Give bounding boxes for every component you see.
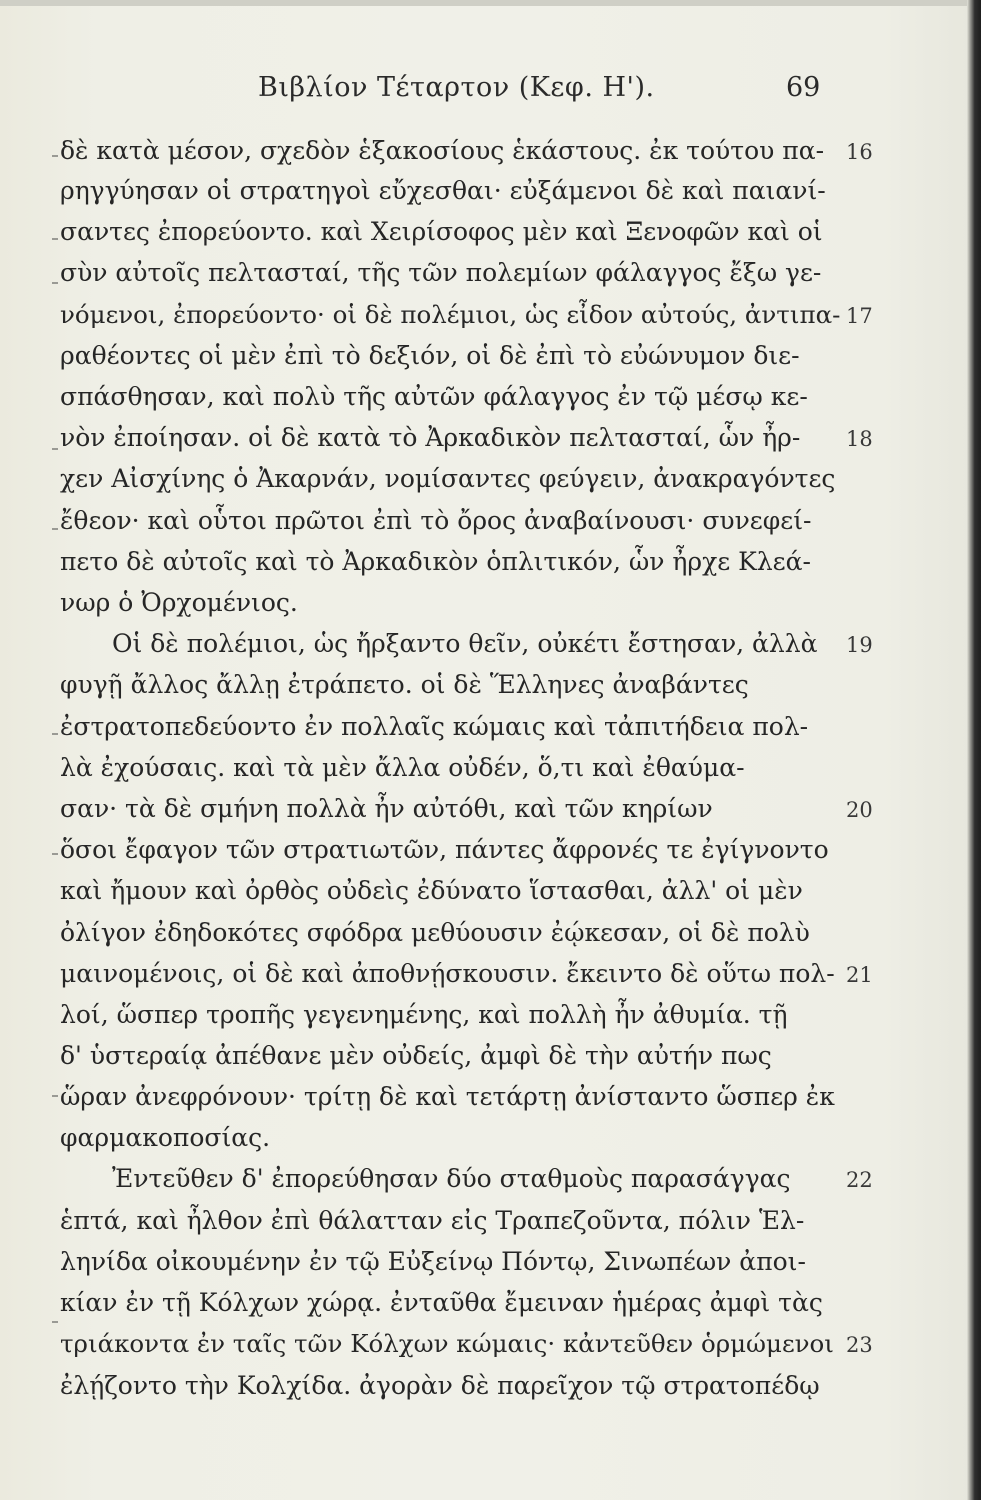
text-line: ραθέοντες οἱ μὲν ἐπὶ τὸ δεξιόν, οἱ δὲ ἐπὶ τὸ εὐώνυμον διε- — [60, 341, 800, 370]
text-line: ληνίδα οἰκουμένην ἐν τῷ Εὐξείνῳ Πόντῳ, Σινωπέων ἀποι- — [60, 1247, 806, 1276]
margin-mark — [52, 238, 58, 240]
section-number: 18 — [846, 427, 873, 451]
text-line: μαινομένοις, οἱ δὲ καὶ ἀποθνῄσκουσιν. ἔκειντο δὲ οὕτω πολ- — [60, 959, 835, 988]
margin-mark — [52, 282, 58, 284]
margin-mark — [52, 528, 58, 530]
text-line: πετο δὲ αὐτοῖς καὶ τὸ Ἀρκαδικὸν ὁπλιτικόν, ὧν ἦρχε Κλεά- — [60, 547, 811, 576]
text-line: ἐλῄζοντο τὴν Κολχίδα. ἀγορὰν δὲ παρεῖχον τῷ στρατοπέδῳ — [60, 1371, 820, 1400]
text-line: σπάσθησαν, καὶ πολὺ τῆς αὐτῶν φάλαγγος ἐν τῷ μέσῳ κε- — [60, 382, 808, 411]
text-line: νωρ ὁ Ὀρχομένιος. — [60, 588, 298, 617]
section-number: 16 — [846, 140, 873, 164]
section-number: 23 — [846, 1333, 873, 1357]
margin-mark — [52, 733, 58, 735]
text-line: δ' ὑστεραίᾳ ἀπέθανε μὲν οὐδείς, ἀμφὶ δὲ τὴν αὐτήν πως — [60, 1041, 772, 1070]
page-number: 69 — [786, 72, 821, 103]
text-line: ρηγγύησαν οἱ στρατηγοὶ εὔχεσθαι· εὐξάμενοι δὲ καὶ παιανί- — [60, 176, 826, 205]
margin-mark — [52, 1321, 58, 1323]
main-text — [60, 0, 840, 1500]
margin-mark — [52, 1095, 58, 1097]
section-number: 21 — [846, 963, 873, 987]
margin-mark — [52, 155, 58, 157]
margin-mark — [52, 853, 58, 855]
text-line: κίαν ἐν τῇ Κόλχων χώρᾳ. ἐνταῦθα ἔμειναν ἡμέρας ἀμφὶ τὰς — [60, 1288, 823, 1317]
text-line: λοί, ὥσπερ τροπῆς γεγενημένης, καὶ πολλὴ ἦν ἀθυμία. τῇ — [60, 1000, 788, 1029]
text-line: σαν· τὰ δὲ σμήνη πολλὰ ἦν αὐτόθι, καὶ τῶν κηρίων — [60, 794, 713, 823]
running-title: Βιβλίον Τέταρτον (Κεφ. Η'). — [258, 72, 655, 103]
text-line: ἔθεον· καὶ οὗτοι πρῶτοι ἐπὶ τὸ ὄρος ἀναβαίνουσι· συνεφεί- — [60, 506, 812, 535]
section-number: 19 — [846, 633, 873, 657]
margin-mark — [52, 448, 58, 450]
text-line: καὶ ἤμουν καὶ ὀρθὸς οὐδεὶς ἐδύνατο ἵστασθαι, ἀλλ' οἱ μὲν — [60, 876, 803, 905]
text-line: φυγῇ ἄλλος ἄλλῃ ἐτράπετο. οἱ δὲ Ἕλληνες ἀναβάντες — [60, 670, 749, 699]
text-line: φαρμακοποσίας. — [60, 1123, 271, 1152]
text-line: ὅσοι ἔφαγον τῶν στρατιωτῶν, πάντες ἄφρονές τε ἐγίγνοντο — [60, 835, 829, 864]
text-line: Ἐντεῦθεν δ' ἐπορεύθησαν δύο σταθμοὺς παρασάγγας — [112, 1164, 791, 1193]
text-line: Οἱ δὲ πολέμιοι, ὡς ἤρξαντο θεῖν, οὐκέτι ἔστησαν, ἀλλὰ — [112, 629, 818, 658]
text-line: ἑπτά, καὶ ἦλθον ἐπὶ θάλατταν εἰς Τραπεζοῦντα, πόλιν Ἑλ- — [60, 1206, 805, 1235]
section-number: 20 — [846, 798, 873, 822]
text-line: τριάκοντα ἐν ταῖς τῶν Κόλχων κώμαις· κἀντεῦθεν ὁρμώμενοι — [60, 1329, 834, 1358]
text-line: νὸν ἐποίησαν. οἱ δὲ κατὰ τὸ Ἀρκαδικὸν πελτασταί, ὧν ἦρ- — [60, 423, 801, 452]
section-number: 22 — [846, 1168, 873, 1192]
text-line: νόμενοι, ἐπορεύοντο· οἱ δὲ πολέμιοι, ὡς εἶδον αὐτούς, ἀντιπα- — [60, 300, 841, 329]
text-line: χεν Αἰσχίνης ὁ Ἀκαρνάν, νομίσαντες φεύγειν, ἀνακραγόντες — [60, 464, 836, 493]
text-line: ὀλίγον ἐδηδοκότες σφόδρα μεθύουσιν ἐῴκεσαν, οἱ δὲ πολὺ — [60, 918, 810, 947]
section-number: 17 — [846, 304, 873, 328]
text-line: δὲ κατὰ μέσον, σχεδὸν ἑξακοσίους ἑκάστους. ἐκ τούτου πα- — [60, 136, 825, 165]
text-line: ἐστρατοπεδεύοντο ἐν πολλαῖς κώμαις καὶ τἀπιτήδεια πολ- — [60, 712, 809, 741]
book-spine-shadow — [967, 0, 981, 1500]
text-line: λὰ ἐχούσαις. καὶ τὰ μὲν ἄλλα οὐδέν, ὅ,τι καὶ ἐθαύμα- — [60, 753, 745, 782]
text-line: ὥραν ἀνεφρόνουν· τρίτῃ δὲ καὶ τετάρτῃ ἀνίσταντο ὥσπερ ἐκ — [60, 1082, 835, 1111]
text-line: σαντες ἐπορεύοντο. καὶ Χειρίσοφος μὲν καὶ Ξενοφῶν καὶ οἱ — [60, 217, 823, 246]
text-line: σὺν αὐτοῖς πελτασταί, τῆς τῶν πολεμίων φάλαγγος ἔξω γε- — [60, 258, 822, 287]
